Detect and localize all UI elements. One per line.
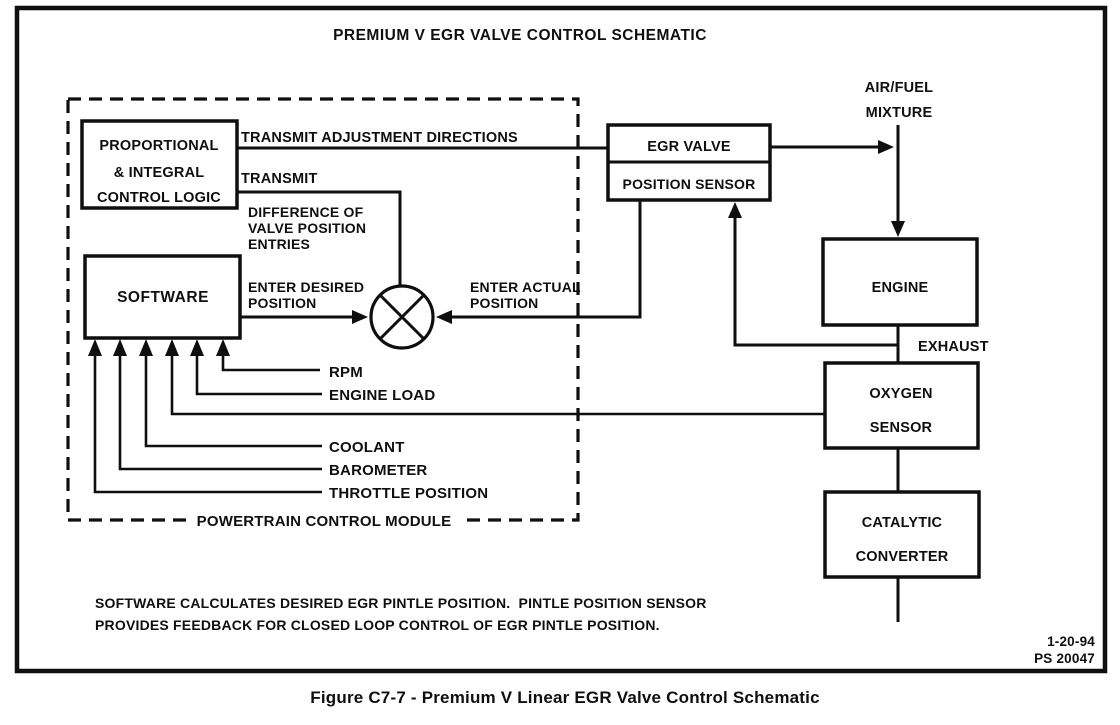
label-enter-desired-line1: ENTER DESIRED xyxy=(248,279,365,295)
label-coolant: COOLANT xyxy=(329,439,405,456)
arrowhead-enter-desired xyxy=(352,310,368,324)
label-rpm: RPM xyxy=(329,364,363,381)
label-transmit: TRANSMIT xyxy=(241,171,318,187)
engine-label: ENGINE xyxy=(871,280,929,296)
label-enter-actual-line2: POSITION xyxy=(470,295,539,311)
egr-valve-label: EGR VALVE xyxy=(647,139,731,155)
label-airfuel-line1: AIR/FUEL xyxy=(864,80,934,96)
arrowhead-engine-load xyxy=(190,339,204,356)
doc-number: PS 20047 xyxy=(1034,651,1095,666)
date-stamp: 1-20-94 xyxy=(1047,634,1095,649)
software-label: SOFTWARE xyxy=(117,289,209,306)
connector-oxygen-to-software xyxy=(172,354,825,414)
summing-junction-icon xyxy=(371,286,433,348)
catalytic-converter-label-line2: CONVERTER xyxy=(855,549,949,565)
pi-logic-label-line1: PROPORTIONAL xyxy=(99,138,219,154)
powertrain-module-label: POWERTRAIN CONTROL MODULE xyxy=(196,513,452,530)
arrowhead-exhaust-to-position-sensor xyxy=(728,202,742,218)
arrowhead-barometer xyxy=(113,339,127,356)
pi-logic-label-line3: CONTROL LOGIC xyxy=(97,190,221,206)
arrowhead-airfuel-to-engine xyxy=(891,221,905,237)
catalytic-converter-label-line1: CATALYTIC xyxy=(861,515,943,531)
label-transmit-adjustment-directions: TRANSMIT ADJUSTMENT DIRECTIONS xyxy=(241,130,518,146)
arrowhead-throttle-position xyxy=(88,339,102,356)
label-difference-line1: DIFFERENCE OF xyxy=(248,204,364,220)
figure-caption: Figure C7-7 - Premium V Linear EGR Valve Control Schematic xyxy=(310,688,820,707)
position-sensor-label: POSITION SENSOR xyxy=(622,176,756,192)
arrowhead-coolant xyxy=(139,339,153,356)
arrowhead-oxygen-input xyxy=(165,339,179,356)
label-difference-line2: VALVE POSITION xyxy=(248,220,367,236)
connector-throttle-position xyxy=(95,354,322,492)
oxygen-sensor-label-line2: SENSOR xyxy=(869,420,933,436)
arrowhead-enter-actual xyxy=(436,310,452,324)
note-line1: SOFTWARE CALCULATES DESIRED EGR PINTLE POSITION. PINTLE POSITION SENSOR xyxy=(95,595,707,611)
note-line2: PROVIDES FEEDBACK FOR CLOSED LOOP CONTROL OF EGR PINTLE POSITION. xyxy=(95,617,660,633)
label-throttle-position: THROTTLE POSITION xyxy=(329,485,489,502)
label-airfuel-line2: MIXTURE xyxy=(865,105,933,121)
label-enter-actual-line1: ENTER ACTUAL xyxy=(470,279,581,295)
arrowhead-egr-to-airfuel xyxy=(878,140,894,154)
label-engine-load: ENGINE LOAD xyxy=(329,387,436,404)
label-enter-desired-line2: POSITION xyxy=(248,295,317,311)
diagram-title: PREMIUM V EGR VALVE CONTROL SCHEMATIC xyxy=(333,27,707,44)
oxygen-sensor-label-line1: OXYGEN xyxy=(869,386,933,402)
connector-rpm xyxy=(223,354,320,370)
label-barometer: BAROMETER xyxy=(329,462,428,479)
label-exhaust: EXHAUST xyxy=(918,339,989,355)
pi-logic-label-line2: & INTEGRAL xyxy=(113,165,205,181)
connector-engine-load xyxy=(197,354,322,394)
arrowhead-rpm xyxy=(216,339,230,356)
label-difference-line3: ENTRIES xyxy=(248,236,311,252)
